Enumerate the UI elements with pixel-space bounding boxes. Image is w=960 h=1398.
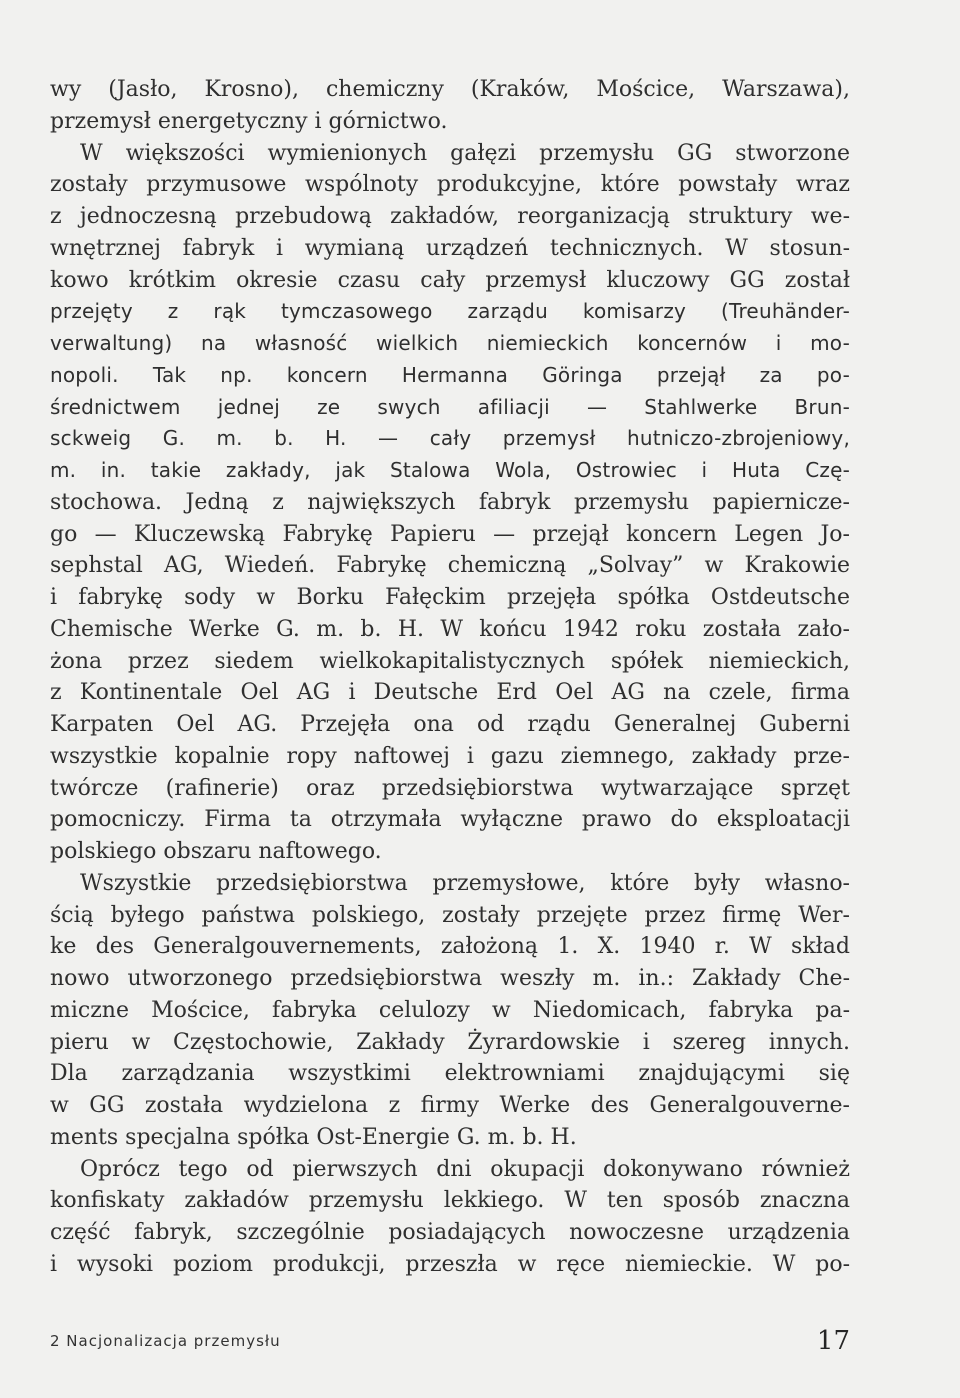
- text-line: sckweig G. m. b. H. — cały przemysł hutniczo-zbrojeniowy,: [50, 426, 850, 451]
- text-line: kowo krótkim okresie czasu cały przemysł kluczowy GG został: [50, 267, 850, 293]
- page-footer: [50, 1322, 850, 1362]
- text-line: Wszystkie przedsiębiorstwa przemysłowe, które były własno-: [80, 870, 850, 896]
- text-line: ments specjalna spółka Ost-Energie G. m. b. H.: [50, 1124, 577, 1150]
- text-line: wnętrznej fabryk i wymianą urządzeń technicznych. W stosun-: [50, 235, 850, 261]
- text-line: pomocniczy. Firma ta otrzymała wyłączne prawo do eksploatacji: [50, 807, 850, 833]
- text-line: z Kontinentale Oel AG i Deutsche Erd Oel AG na czele, firma: [50, 680, 850, 706]
- text-line: polskiego obszaru naftowego.: [50, 839, 382, 864]
- text-line: verwaltung) na własność wielkich niemieckich koncernów i mo-: [50, 331, 850, 355]
- text-line: m. in. takie zakłady, jak Stalowa Wola, Ostrowiec i Huta Czę-: [50, 458, 850, 482]
- text-line: Chemische Werke G. m. b. H. W końcu 1942 roku została zało-: [50, 616, 850, 642]
- text-line: część fabryk, szczególnie posiadających nowoczesne urządzenia: [50, 1220, 850, 1245]
- text-line: pieru w Częstochowie, Zakłady Żyrardowskie i szereg innych.: [50, 1029, 850, 1055]
- text-line: Karpaten Oel AG. Przejęła ona od rządu Generalnej Guberni: [50, 712, 850, 737]
- signature-mark: 2 Nacjonalizacja przemysłu: [50, 1332, 281, 1350]
- text-line: twórcze (rafinerie) oraz przedsiębiorstwa wytwarzające sprzęt: [50, 775, 850, 801]
- text-line: W większości wymienionych gałęzi przemysłu GG stworzone: [80, 140, 850, 166]
- text-line: nowo utworzonego przedsiębiorstwa weszły m. in.: Zakłady Che-: [50, 966, 850, 991]
- text-line: z jednoczesną przebudową zakładów, reorganizacją struktury we-: [50, 204, 850, 229]
- text-line: ke des Generalgouvernements, założoną 1. X. 1940 r. W skład: [50, 934, 850, 960]
- text-line: w GG została wydzielona z firmy Werke des Generalgouverne-: [50, 1093, 850, 1118]
- text-line: przejęty z rąk tymczasowego zarządu komisarzy (Treuhänder-: [50, 299, 850, 324]
- text-line: nopoli. Tak np. koncern Hermanna Göringa przejął za po-: [50, 362, 850, 387]
- text-line: sephstal AG, Wiedeń. Fabrykę chemiczną „Solvay” w Krakowie: [50, 553, 850, 579]
- text-line: wszystkie kopalnie ropy naftowej i gazu ziemnego, zakłady prze-: [50, 743, 850, 769]
- text-line: żona przez siedem wielkokapitalistycznych spółek niemieckich,: [50, 648, 850, 674]
- text-line: i fabrykę sody w Borku Fałęckim przejęła spółka Ostdeutsche: [50, 585, 850, 610]
- text-line: przemysł energetyczny i górnictwo.: [50, 108, 448, 134]
- text-line: i wysoki poziom produkcji, przeszła w ręce niemieckie. W po-: [50, 1251, 850, 1277]
- page-number: 17: [816, 1326, 850, 1356]
- text-line: Dla zarządzania wszystkimi elektrowniami znajdującymi się: [50, 1061, 850, 1087]
- text-line: ścią byłego państwa polskiego, zostały przejęte przez firmę Wer-: [50, 902, 850, 928]
- text-line: wy (Jasło, Krosno), chemiczny (Kraków, Mościce, Warszawa),: [50, 77, 850, 102]
- text-line: miczne Mościce, fabryka celulozy w Niedomicach, fabryka pa-: [50, 997, 850, 1023]
- text-line: Oprócz tego od pierwszych dni okupacji dokonywano również: [80, 1156, 850, 1182]
- text-line: go — Kluczewską Fabrykę Papieru — przejął koncern Legen Jo-: [50, 521, 850, 547]
- main-text: [50, 74, 850, 1281]
- text-line: konfiskaty zakładów przemysłu lekkiego. W ten sposób znaczna: [50, 1188, 850, 1214]
- text-line: zostały przymusowe wspólnoty produkcyjne, które powstały wraz: [50, 172, 850, 198]
- text-line: stochowa. Jedną z największych fabryk przemysłu papiernicze-: [50, 489, 850, 515]
- text-line: średnictwem jednej ze swych afiliacji — Stahlwerke Brun-: [50, 394, 850, 419]
